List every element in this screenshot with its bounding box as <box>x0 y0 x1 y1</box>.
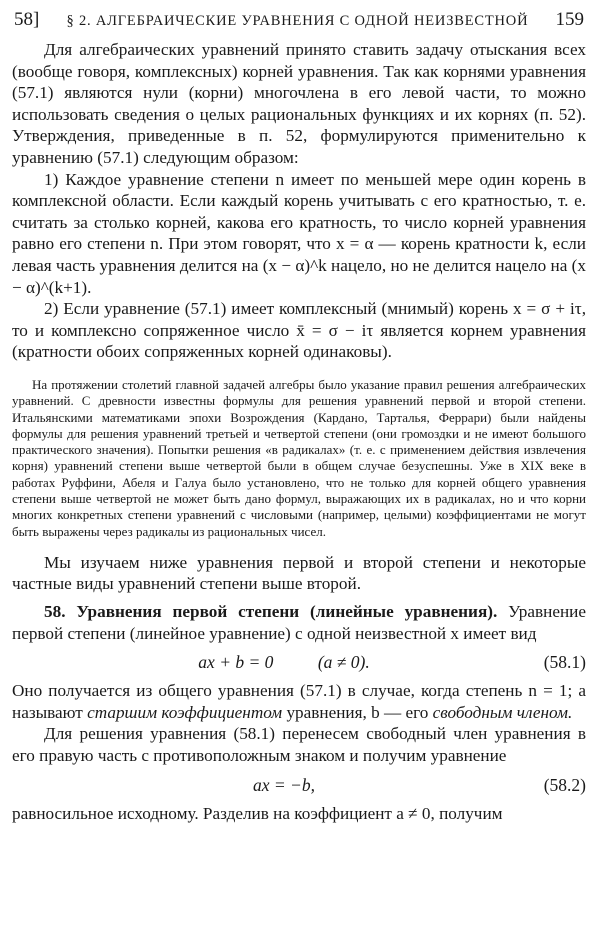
section-heading: 58. Уравнения первой степени (линейные уравнения). <box>44 602 498 622</box>
section-intro-text: Уравнение первой степени (линейное уравнение) с одной неизвестной x имеет вид <box>12 602 586 643</box>
page-number: 159 <box>555 9 584 30</box>
equation-body: ax = −b, <box>252 774 315 795</box>
equation-condition: (a ≠ 0). <box>317 652 370 673</box>
definitions-text-1: Оно получается из общего уравнения (57.1) в случае, когда степень n = 1; a называют <box>12 681 586 722</box>
paragraph-scope: Мы изучаем ниже уравнения первой и второй степени и некоторые частные виды уравнений степени выше второй. <box>12 552 586 594</box>
definitions-text-2: уравнения, b — его <box>286 702 429 722</box>
equation-58-1 <box>12 650 586 674</box>
paragraph-intro: Для алгебраических уравнений принято ставить задачу отыскания всех (вообще говоря, комплексных) корней уравнения. Так как корнями уравнения (57.1) являются нули (корни) многочлена в его левой части, то можно использовать сведения о целых рациональных функциях и их корнях (п. 52). Утверждения, приведенные в п. 52, формулируются применительно к уравнению (57.1) следующим образом: <box>12 40 586 167</box>
paragraph-statement-1: 1) Каждое уравнение степени n имеет по меньшей мере один корень в комплексной области. Если каждый корень учитывать с его кратностью, т. е. считать за столько корней, какова его кратность, то число корней уравнения равно его степени n. При этом говорят, что x = α — корень кратности k, если левая часть уравнения делится на (x − α)^k нацело, но не делится нацело на (x − α)^(k+1). <box>12 169 586 297</box>
paragraph-definitions <box>12 680 586 723</box>
equation-number: (58.2) <box>543 774 586 795</box>
term-leading-coefficient: старшим коэффициентом <box>87 702 283 722</box>
historical-note: На протяжении столетий главной задачей алгебры было указание правил решения алгебраических уравнений. С древности известны формулы для решения уравнений первой и второй степени. Итальянскими математиками эпохи Возрождения (Кардано, Тарталья, Феррари) были найдены формулы для решения уравнений третьей и четвертой степени (они громоздки и не имеют большого практического значения). Попытки решения «в радикалах» (т. е. с применением действия извлечения корня) уравнений степени выше четвертой были в общем случае безуспешны. Уже в XIX веке в работах Руффини, Абеля и Галуа было установлено, что не только для корней общего уравнения степени выше четвертой не может быть дано формул, выражающих их в радикалах, но и что корни многих конкретных степени уравнений с числовыми (например, целыми) коэффициентами не могут быть выражены через радикалы из рациональных чисел. <box>12 376 586 539</box>
paragraph-continuation: равносильное исходному. Разделив на коэффициент a ≠ 0, получим <box>12 803 503 823</box>
equation-number: (58.1) <box>543 652 586 673</box>
paragraph-statement-2: 2) Если уравнение (57.1) имеет комплексный (мнимый) корень x = σ + iτ, то и комплексно сопряженное число x̄ = σ − iτ является корнем уравнения (кратности обоих сопряженных корней одинаковы). <box>12 299 586 362</box>
equation-body: ax + b = 0 <box>198 652 274 673</box>
section-marker: 58] <box>14 9 40 30</box>
running-header <box>14 8 584 33</box>
section-58 <box>12 601 586 644</box>
paragraph-solution: Для решения уравнения (58.1) перенесем свободный член уравнения в его правую часть с противоположным знаком и получим уравнение <box>12 724 586 766</box>
term-free-term: свободным членом. <box>432 702 573 722</box>
chapter-title: § 2. АЛГЕБРАИЧЕСКИЕ УРАВНЕНИЯ С ОДНОЙ НЕИЗВЕСТНОЙ <box>66 13 529 29</box>
equation-58-2 <box>12 773 586 797</box>
